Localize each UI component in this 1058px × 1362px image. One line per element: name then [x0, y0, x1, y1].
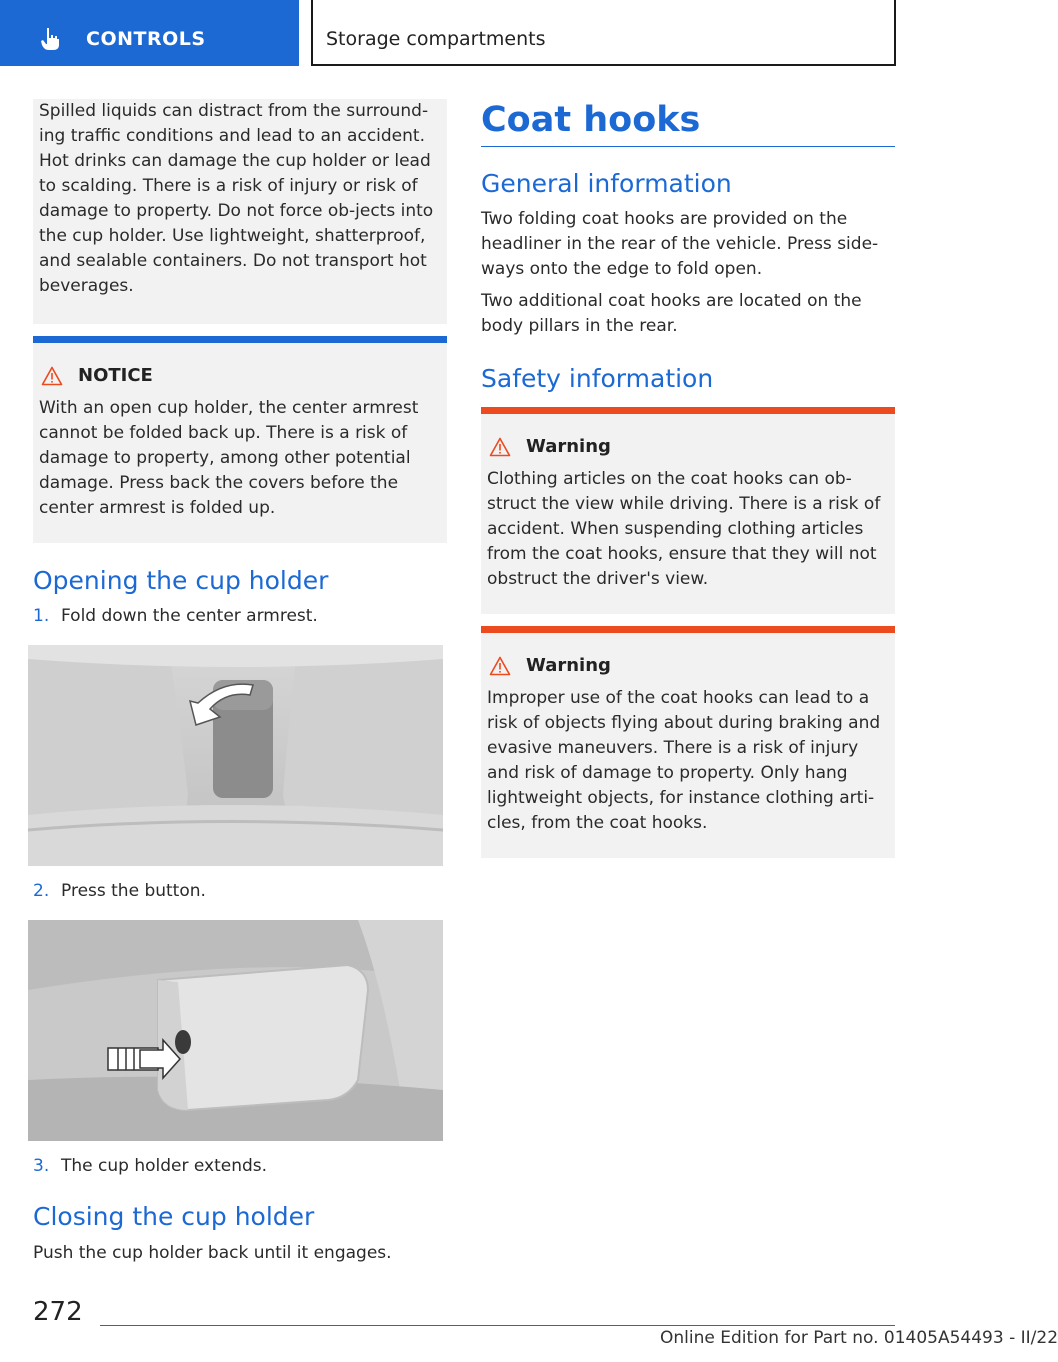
- warning-bar: [481, 407, 895, 414]
- step-2: [33, 879, 206, 904]
- closing-text: Push the cup holder back until it engages.: [33, 1243, 392, 1263]
- warning-triangle-icon: [489, 437, 511, 457]
- chapter-title: Storage compartments: [326, 28, 546, 50]
- opening-heading: Opening the cup holder: [33, 566, 329, 595]
- notice-bar: [33, 336, 447, 343]
- hand-pointer-icon: [38, 26, 64, 52]
- page-title: Coat hooks: [481, 100, 701, 140]
- general-text-1: Two folding coat hooks are provided on the headliner in the rear of the vehicle. Press side-ways onto the edge to fold open.: [481, 209, 879, 279]
- step-text: Press the button.: [61, 881, 206, 901]
- warning-text: Spilled liquids can distract from the surround-ing traffic conditions and lead to an accident. Hot drinks can damage the cup holder or lead to scalding. There is a risk of injury or risk of damage to property. Do not force ob-jects into the cup holder. Use lightweight, shatterproof, and sealable containers. Do not transport hot beverages.: [39, 101, 434, 296]
- warning-header: [489, 436, 611, 457]
- warning-box: [481, 633, 895, 858]
- warning-header: [489, 655, 611, 676]
- notice-header: [41, 365, 153, 386]
- title-rule: [481, 146, 895, 147]
- general-heading: General information: [481, 169, 732, 198]
- warning-title: Warning: [526, 436, 611, 457]
- warning-triangle-icon: [489, 656, 511, 676]
- step-1: [33, 604, 318, 629]
- closing-heading: Closing the cup holder: [33, 1202, 315, 1231]
- warning-title: Warning: [526, 655, 611, 676]
- warning-box-continued: [33, 99, 447, 324]
- step-number: 1.: [33, 606, 50, 626]
- step-number: 2.: [33, 881, 50, 901]
- notice-text: With an open cup holder, the center armrest cannot be folded back up. There is a risk of damage to property, among other potential damage. Press back the covers before the center armrest is folded up.: [39, 398, 419, 518]
- section-label: CONTROLS: [86, 28, 206, 50]
- warning-bar: [481, 626, 895, 633]
- page-number: 272: [33, 1297, 83, 1327]
- warning-triangle-icon: [41, 366, 63, 386]
- armrest-button-image: [28, 920, 443, 1141]
- warning-box: [481, 414, 895, 614]
- warning-text: Clothing articles on the coat hooks can ob-struct the view while driving. There is a risk of accident. When suspending clothing articles from the coat hooks, ensure that they will not obstruct the driver's view.: [487, 469, 881, 589]
- step-text: Fold down the center armrest.: [61, 606, 318, 626]
- rear-seat-armrest-image: [28, 645, 443, 866]
- step-number: 3.: [33, 1156, 50, 1176]
- warning-text: Improper use of the coat hooks can lead to a risk of objects flying about during braking and evasive maneuvers. There is a risk of injury and risk of damage to property. Only hang lightweight objects, for instance clothing arti-cles, from the coat hooks.: [487, 688, 881, 833]
- edition-info: Online Edition for Part no. 01405A54493 - II/22: [660, 1328, 1058, 1348]
- section-tab[interactable]: [0, 0, 299, 66]
- step-text: The cup holder extends.: [61, 1156, 268, 1176]
- safety-heading: Safety information: [481, 364, 714, 393]
- general-text-2: Two additional coat hooks are located on the body pillars in the rear.: [481, 291, 862, 336]
- footer-rule: [100, 1325, 895, 1326]
- notice-box: [33, 343, 447, 543]
- notice-title: NOTICE: [78, 365, 153, 386]
- step-3: [33, 1154, 267, 1179]
